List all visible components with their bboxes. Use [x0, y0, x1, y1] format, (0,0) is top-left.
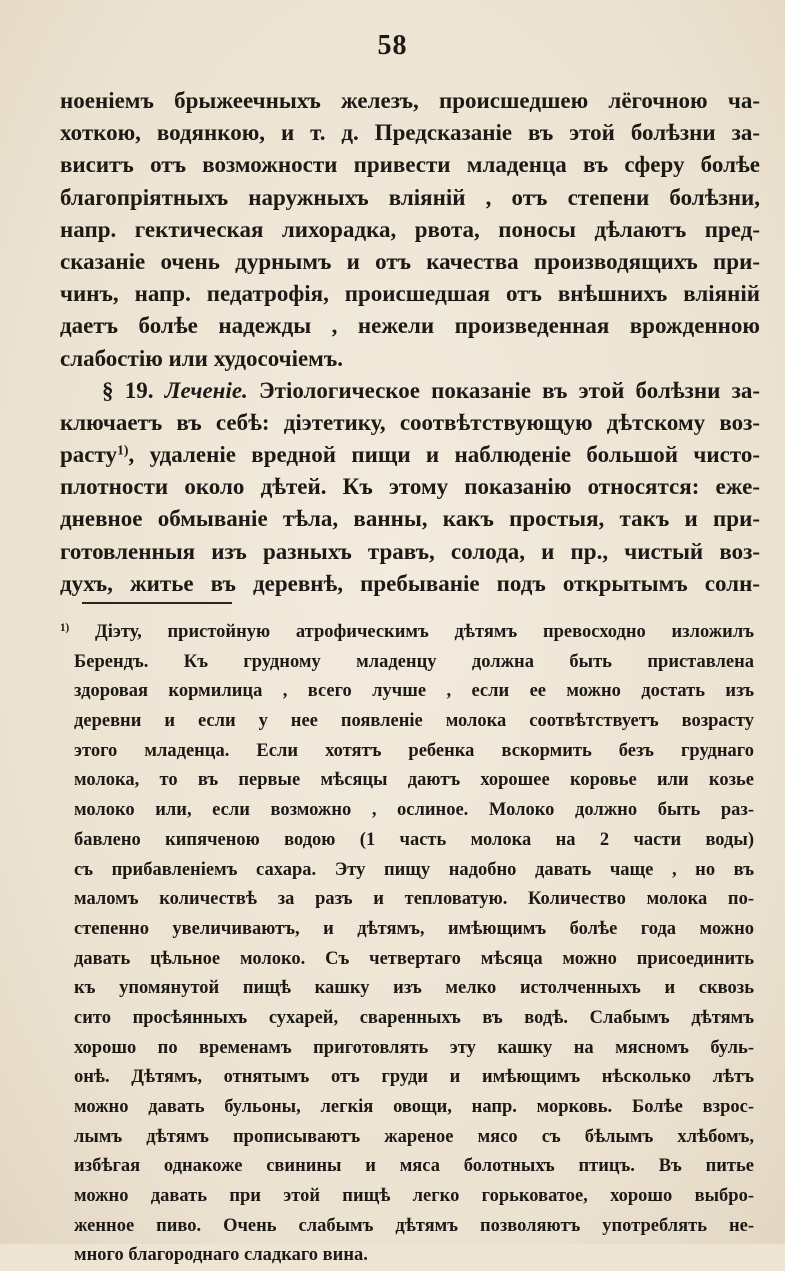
footnote-line: можно давать бульоны, легкiя овощи, напр. морковь. Болѣе взрос- [74, 1097, 754, 1117]
section-line-text: Этiологическое показанiе въ этой болѣзни за- [259, 377, 761, 403]
footnote-line: лымъ дѣтямъ прописываютъ жареное мясо съ бѣлымъ хлѣбомъ, [74, 1126, 754, 1147]
footnote-first-line [60, 618, 754, 648]
footnote-line: много благороднаго сладкаго вина. [74, 1245, 368, 1266]
text-line: чинъ, напр. педатрофiя, происшедшая отъ внѣшнихъ влiянiй [60, 281, 760, 307]
footnote-mark: 1) [60, 621, 70, 634]
footnote-line: здоровая кормилица , всего лучше , если ее можно достать изъ [74, 681, 754, 702]
footnote-line: маломъ количествѣ за разъ и тепловатую. Количество молока по- [74, 889, 754, 910]
text-line: духъ, житье въ деревнѣ, пребыванiе подъ открытымъ солн- [60, 570, 760, 596]
footnote-line: бавлено кипяченою водою (1 часть молока на 2 части воды) [74, 829, 754, 850]
text-line: дневное обмыванiе тѣла, ванны, какъ простыя, такъ и при- [60, 506, 760, 532]
footnote-line: можно давать при этой пищѣ легко горьковатое, хорошо выбро- [74, 1186, 754, 1207]
footnote-reference[interactable]: 1) [117, 442, 129, 458]
footnote-line: хорошо по временамъ приготовлять эту кашку на мясномъ буль- [74, 1037, 754, 1058]
text-line-with-ref [60, 439, 760, 471]
text-line: благопрiятныхъ наружныхъ влiянiй , отъ степени болѣзни, [60, 184, 760, 210]
footnote-divider [82, 602, 232, 604]
section-heading: Леченiе. [164, 377, 248, 403]
text-line: ноенiемъ брыжеечныхъ железъ, происшедшею лёгочною ча- [60, 88, 760, 113]
footnote-line-text: Дiэту, пристойную атрофическимъ дѣтямъ превосходно изложилъ [95, 622, 755, 642]
footnote-line: съ прибавленiемъ сахара. Эту пищу надобно давать чаще , но въ [74, 859, 754, 880]
text-line: сказанiе очень дурнымъ и отъ качества производящихъ при- [60, 248, 760, 274]
footnote-line: молока, то въ первые мѣсяцы даютъ хорошее коровье или козье [74, 770, 754, 791]
footnote-line: сито просѣянныхъ сухарей, сваренныхъ въ водѣ. Слабымъ дѣтямъ [74, 1007, 754, 1028]
text-line: слабостiю или худосочiемъ. [60, 345, 344, 371]
ref-line-end: , удаленiе вредной пищи и наблюденiе большой чисто- [128, 442, 760, 468]
footnote-line: давать цѣльное молоко. Съ четвертаго мѣсяца можно присоединить [74, 948, 754, 969]
footnote-line: степенно увеличиваютъ, и дѣтямъ, имѣющимъ болѣе года можно [74, 918, 754, 939]
footnote-line: молоко или, если возможно , ослиное. Молоко должно быть раз- [74, 800, 754, 821]
footnote-line: деревни и если у нее появленiе молока соотвѣтствуетъ возрасту [74, 711, 754, 732]
footnote-line: избѣгая однакоже свинины и мяса болотныхъ птицъ. Въ питье [74, 1156, 754, 1177]
text-line: виситъ отъ возможности привести младенца въ сферу болѣе [60, 152, 760, 178]
ref-line-start: расту [60, 442, 117, 468]
page-number: 58 [377, 30, 408, 61]
footnote-line: онѣ. Дѣтямъ, отнятымъ отъ груди и имѣющимъ нѣсколько лѣтъ [74, 1067, 754, 1088]
text-line: ключаетъ въ себѣ: дiэтетику, соотвѣтствующую дѣтскому воз- [60, 409, 760, 435]
footnote-line: женное пиво. Очень слабымъ дѣтямъ позволяютъ употреблять не- [74, 1215, 754, 1236]
footnote-line: этого младенца. Если хотятъ ребенка вскормить безъ груднаго [74, 740, 754, 761]
section-number: § 19. [102, 377, 154, 403]
main-text [60, 85, 760, 600]
text-line: напр. гектическая лихорадка, рвота, поносы дѣлаютъ пред- [60, 216, 760, 242]
text-line: хоткою, водянкою, и т. д. Предсказанiе въ этой болѣзни за- [60, 120, 760, 146]
text-line: готовленныя изъ разныхъ травъ, солода, и пр., чистый воз- [60, 538, 760, 564]
text-line: даетъ болѣе надежды , нежели произведенная врожденною [60, 313, 760, 339]
section-first-line [60, 375, 760, 407]
text-line: плотности около дѣтей. Къ этому показанiю относятся: еже- [60, 474, 760, 500]
footnote-line: къ упомянутой пищѣ кашку изъ мелко истолченныхъ и сквозь [74, 978, 754, 999]
footnote [60, 618, 754, 1271]
footnote-line: Берендъ. Къ грудному младенцу должна быть приставлена [74, 651, 754, 672]
